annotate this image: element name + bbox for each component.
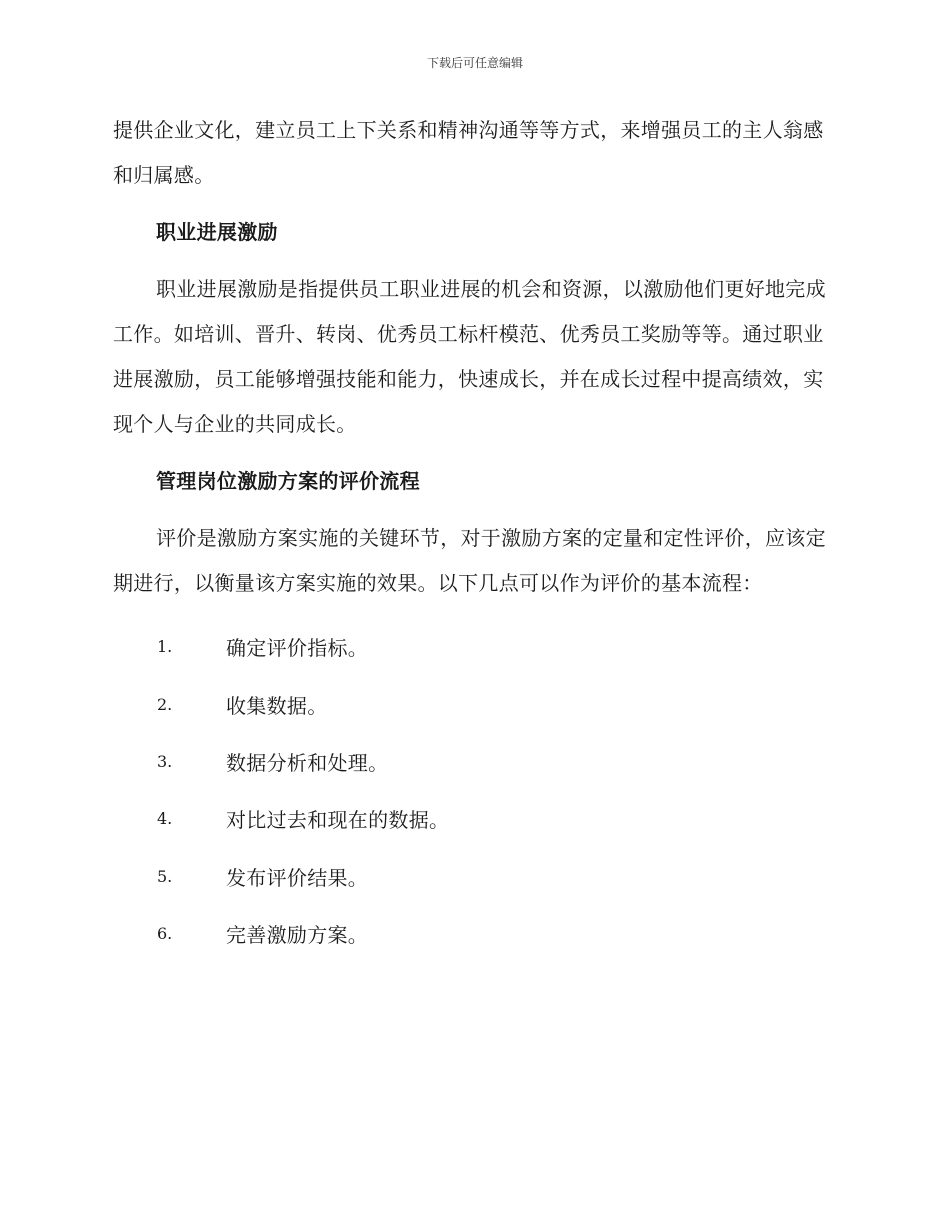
list-item	[113, 618, 838, 675]
list-item	[113, 848, 838, 905]
section-heading-evaluation: 管理岗位激励方案的评价流程	[156, 469, 420, 493]
list-item-text: 确定评价指标。	[226, 636, 369, 661]
list-item-number: 3.	[157, 751, 173, 771]
list-item-text: 对比过去和现在的数据。	[226, 808, 450, 833]
list-item	[113, 733, 838, 790]
paragraph-culture: 提供企业文化，建立员工上下关系和精神沟通等等方式，来增强员工的主人翁感和归属感。	[113, 118, 824, 187]
document-body	[113, 108, 838, 962]
section-heading-career: 职业进展激励	[156, 220, 278, 244]
list-item	[113, 790, 838, 847]
evaluation-steps-list	[113, 618, 838, 962]
list-item-text: 数据分析和处理。	[226, 750, 389, 775]
paragraph-career: 职业进展激励是指提供员工职业进展的机会和资源，以激励他们更好地完成工作。如培训、晋升、转岗、优秀员工标杆模范、优秀员工奖励等等。通过职业进展激励，员工能够增强技能和能力，快速成长，并在成长过程中提高绩效，实现个人与企业的共同成长。	[113, 277, 826, 436]
page-header: 下载后可任意编辑	[426, 56, 523, 70]
list-item-number: 6.	[157, 924, 173, 944]
list-item-text: 发布评价结果。	[226, 865, 369, 890]
list-item	[113, 675, 838, 732]
list-item-number: 2.	[157, 694, 173, 714]
paragraph-evaluation: 评价是激励方案实施的关键环节，对于激励方案的定量和定性评价，应该定期进行，以衡量该方案实施的效果。以下几点可以作为评价的基本流程：	[113, 526, 826, 595]
list-item-number: 5.	[157, 866, 173, 886]
list-item-number: 4.	[157, 809, 173, 829]
list-item-text: 完善激励方案。	[226, 923, 369, 948]
list-item-text: 收集数据。	[226, 693, 328, 718]
list-item	[113, 905, 838, 962]
list-item-number: 1.	[157, 637, 173, 657]
